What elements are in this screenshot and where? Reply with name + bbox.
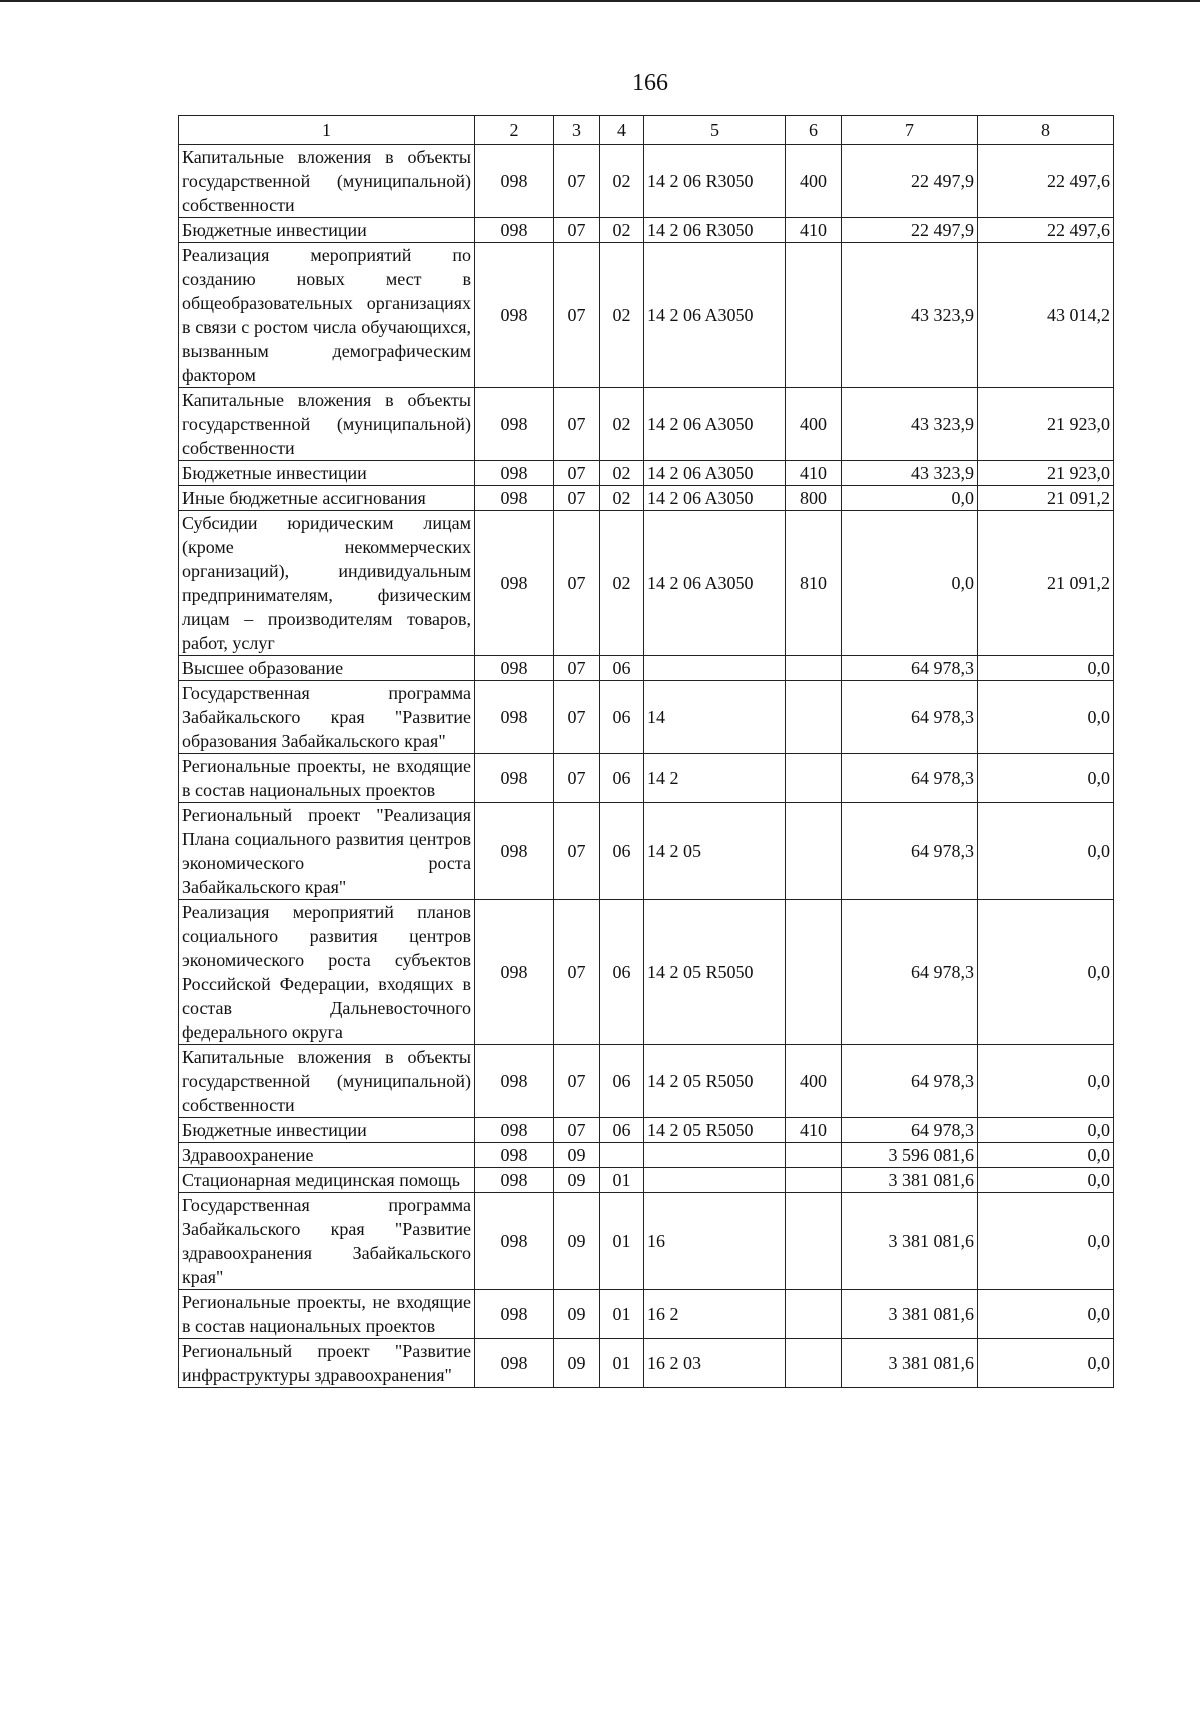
target-article-cell: 14 2 05 bbox=[644, 803, 786, 900]
section-code-cell: 07 bbox=[554, 243, 600, 388]
expense-type-cell: 410 bbox=[786, 461, 842, 486]
section-code-cell: 07 bbox=[554, 461, 600, 486]
section-code-cell: 07 bbox=[554, 1045, 600, 1118]
amount-planned-cell: 3 381 081,6 bbox=[842, 1168, 978, 1193]
subsection-code-cell: 02 bbox=[600, 388, 644, 461]
amount-executed-cell: 22 497,6 bbox=[978, 218, 1114, 243]
ministry-code-cell: 098 bbox=[475, 803, 554, 900]
subsection-code-cell: 02 bbox=[600, 511, 644, 656]
subsection-code-cell: 01 bbox=[600, 1290, 644, 1339]
ministry-code-cell: 098 bbox=[475, 656, 554, 681]
amount-planned-cell: 64 978,3 bbox=[842, 656, 978, 681]
section-code-cell: 07 bbox=[554, 1118, 600, 1143]
ministry-code-cell: 098 bbox=[475, 486, 554, 511]
table-body bbox=[179, 145, 1114, 1388]
amount-planned-cell: 64 978,3 bbox=[842, 1118, 978, 1143]
target-article-cell: 14 2 06 R3050 bbox=[644, 145, 786, 218]
amount-planned-cell: 43 323,9 bbox=[842, 461, 978, 486]
subsection-code-cell: 06 bbox=[600, 1118, 644, 1143]
subsection-code-cell: 01 bbox=[600, 1168, 644, 1193]
amount-executed-cell: 43 014,2 bbox=[978, 243, 1114, 388]
target-article-cell: 14 bbox=[644, 681, 786, 754]
expense-type-cell bbox=[786, 754, 842, 803]
row-name-cell: Здравоохранение bbox=[179, 1143, 475, 1168]
amount-planned-cell: 22 497,9 bbox=[842, 218, 978, 243]
row-name-cell: Субсидии юридическим лицам (кроме некоммерческих организаций), индивидуальным предпринимателям, физическим лицам – производителям товаров, работ, услуг bbox=[179, 511, 475, 656]
ministry-code-cell: 098 bbox=[475, 1339, 554, 1388]
subsection-code-cell: 02 bbox=[600, 461, 644, 486]
amount-planned-cell: 43 323,9 bbox=[842, 243, 978, 388]
expense-type-cell: 400 bbox=[786, 388, 842, 461]
expense-type-cell bbox=[786, 1339, 842, 1388]
target-article-cell: 14 2 06 R3050 bbox=[644, 218, 786, 243]
amount-planned-cell: 64 978,3 bbox=[842, 754, 978, 803]
ministry-code-cell: 098 bbox=[475, 1168, 554, 1193]
ministry-code-cell: 098 bbox=[475, 681, 554, 754]
table-row bbox=[179, 511, 1114, 656]
page-number: 166 bbox=[632, 70, 668, 96]
section-code-cell: 09 bbox=[554, 1193, 600, 1290]
table-row bbox=[179, 243, 1114, 388]
header-col-1: 1 bbox=[179, 116, 475, 145]
table-row bbox=[179, 1339, 1114, 1388]
subsection-code-cell: 06 bbox=[600, 1045, 644, 1118]
expense-type-cell bbox=[786, 656, 842, 681]
amount-executed-cell: 21 923,0 bbox=[978, 461, 1114, 486]
table-row bbox=[179, 803, 1114, 900]
ministry-code-cell: 098 bbox=[475, 1193, 554, 1290]
ministry-code-cell: 098 bbox=[475, 511, 554, 656]
section-code-cell: 07 bbox=[554, 145, 600, 218]
table-row bbox=[179, 388, 1114, 461]
expense-type-cell bbox=[786, 1143, 842, 1168]
subsection-code-cell: 06 bbox=[600, 803, 644, 900]
header-col-6: 6 bbox=[786, 116, 842, 145]
ministry-code-cell: 098 bbox=[475, 754, 554, 803]
table-row bbox=[179, 1118, 1114, 1143]
section-code-cell: 07 bbox=[554, 388, 600, 461]
expense-type-cell bbox=[786, 681, 842, 754]
table-header bbox=[179, 116, 1114, 145]
amount-planned-cell: 3 381 081,6 bbox=[842, 1193, 978, 1290]
amount-executed-cell: 0,0 bbox=[978, 1339, 1114, 1388]
target-article-cell bbox=[644, 1143, 786, 1168]
table-row bbox=[179, 681, 1114, 754]
row-name-cell: Региональный проект "Реализация Плана социального развития центров экономического роста Забайкальского края" bbox=[179, 803, 475, 900]
amount-planned-cell: 64 978,3 bbox=[842, 900, 978, 1045]
header-col-7: 7 bbox=[842, 116, 978, 145]
table-row bbox=[179, 145, 1114, 218]
subsection-code-cell bbox=[600, 1143, 644, 1168]
subsection-code-cell: 02 bbox=[600, 218, 644, 243]
amount-executed-cell: 21 091,2 bbox=[978, 511, 1114, 656]
row-name-cell: Государственная программа Забайкальского края "Развитие образования Забайкальского края" bbox=[179, 681, 475, 754]
section-code-cell: 07 bbox=[554, 656, 600, 681]
subsection-code-cell: 06 bbox=[600, 656, 644, 681]
header-col-3: 3 bbox=[554, 116, 600, 145]
target-article-cell bbox=[644, 1168, 786, 1193]
expense-type-cell: 400 bbox=[786, 1045, 842, 1118]
target-article-cell: 14 2 06 A3050 bbox=[644, 388, 786, 461]
section-code-cell: 09 bbox=[554, 1339, 600, 1388]
amount-executed-cell: 21 091,2 bbox=[978, 486, 1114, 511]
subsection-code-cell: 06 bbox=[600, 754, 644, 803]
row-name-cell: Стационарная медицинская помощь bbox=[179, 1168, 475, 1193]
amount-executed-cell: 0,0 bbox=[978, 1193, 1114, 1290]
amount-executed-cell: 0,0 bbox=[978, 1143, 1114, 1168]
table-row bbox=[179, 218, 1114, 243]
section-code-cell: 07 bbox=[554, 681, 600, 754]
ministry-code-cell: 098 bbox=[475, 1290, 554, 1339]
amount-planned-cell: 3 381 081,6 bbox=[842, 1339, 978, 1388]
amount-executed-cell: 0,0 bbox=[978, 803, 1114, 900]
section-code-cell: 07 bbox=[554, 900, 600, 1045]
row-name-cell: Капитальные вложения в объекты государственной (муниципальной) собственности bbox=[179, 388, 475, 461]
table-row bbox=[179, 486, 1114, 511]
target-article-cell: 16 2 03 bbox=[644, 1339, 786, 1388]
ministry-code-cell: 098 bbox=[475, 461, 554, 486]
row-name-cell: Бюджетные инвестиции bbox=[179, 461, 475, 486]
amount-planned-cell: 64 978,3 bbox=[842, 681, 978, 754]
page-top-edge bbox=[0, 0, 1200, 2]
expense-type-cell: 810 bbox=[786, 511, 842, 656]
table-row bbox=[179, 1290, 1114, 1339]
target-article-cell: 14 2 06 A3050 bbox=[644, 461, 786, 486]
ministry-code-cell: 098 bbox=[475, 1118, 554, 1143]
amount-planned-cell: 64 978,3 bbox=[842, 1045, 978, 1118]
target-article-cell: 16 bbox=[644, 1193, 786, 1290]
target-article-cell: 14 2 06 A3050 bbox=[644, 243, 786, 388]
amount-executed-cell: 0,0 bbox=[978, 1168, 1114, 1193]
section-code-cell: 09 bbox=[554, 1168, 600, 1193]
header-row bbox=[179, 116, 1114, 145]
section-code-cell: 07 bbox=[554, 754, 600, 803]
target-article-cell: 14 2 05 R5050 bbox=[644, 1118, 786, 1143]
amount-planned-cell: 22 497,9 bbox=[842, 145, 978, 218]
row-name-cell: Высшее образование bbox=[179, 656, 475, 681]
subsection-code-cell: 06 bbox=[600, 681, 644, 754]
table-row bbox=[179, 1168, 1114, 1193]
row-name-cell: Иные бюджетные ассигнования bbox=[179, 486, 475, 511]
header-col-4: 4 bbox=[600, 116, 644, 145]
row-name-cell: Реализация мероприятий по созданию новых мест в общеобразовательных организациях в связи с ростом числа обучающихся, вызванным демографическим фактором bbox=[179, 243, 475, 388]
amount-executed-cell: 0,0 bbox=[978, 1290, 1114, 1339]
subsection-code-cell: 02 bbox=[600, 243, 644, 388]
target-article-cell bbox=[644, 656, 786, 681]
target-article-cell: 14 2 bbox=[644, 754, 786, 803]
subsection-code-cell: 01 bbox=[600, 1193, 644, 1290]
expense-type-cell bbox=[786, 803, 842, 900]
table-row bbox=[179, 1045, 1114, 1118]
row-name-cell: Региональный проект "Развитие инфраструктуры здравоохранения" bbox=[179, 1339, 475, 1388]
subsection-code-cell: 02 bbox=[600, 486, 644, 511]
ministry-code-cell: 098 bbox=[475, 388, 554, 461]
amount-planned-cell: 64 978,3 bbox=[842, 803, 978, 900]
ministry-code-cell: 098 bbox=[475, 1045, 554, 1118]
target-article-cell: 14 2 06 A3050 bbox=[644, 486, 786, 511]
row-name-cell: Капитальные вложения в объекты государственной (муниципальной) собственности bbox=[179, 145, 475, 218]
expense-type-cell: 410 bbox=[786, 1118, 842, 1143]
amount-planned-cell: 0,0 bbox=[842, 486, 978, 511]
subsection-code-cell: 06 bbox=[600, 900, 644, 1045]
ministry-code-cell: 098 bbox=[475, 900, 554, 1045]
amount-executed-cell: 0,0 bbox=[978, 900, 1114, 1045]
ministry-code-cell: 098 bbox=[475, 1143, 554, 1168]
table-row bbox=[179, 1143, 1114, 1168]
amount-planned-cell: 0,0 bbox=[842, 511, 978, 656]
table-row bbox=[179, 754, 1114, 803]
header-col-5: 5 bbox=[644, 116, 786, 145]
section-code-cell: 07 bbox=[554, 511, 600, 656]
section-code-cell: 09 bbox=[554, 1290, 600, 1339]
header-col-8: 8 bbox=[978, 116, 1114, 145]
expense-type-cell: 410 bbox=[786, 218, 842, 243]
amount-executed-cell: 0,0 bbox=[978, 656, 1114, 681]
budget-table bbox=[178, 115, 1114, 1388]
header-col-2: 2 bbox=[475, 116, 554, 145]
expense-type-cell bbox=[786, 1290, 842, 1339]
section-code-cell: 07 bbox=[554, 218, 600, 243]
expense-type-cell: 800 bbox=[786, 486, 842, 511]
ministry-code-cell: 098 bbox=[475, 145, 554, 218]
target-article-cell: 14 2 06 A3050 bbox=[644, 511, 786, 656]
amount-executed-cell: 0,0 bbox=[978, 1118, 1114, 1143]
expense-type-cell bbox=[786, 243, 842, 388]
table-row bbox=[179, 1193, 1114, 1290]
target-article-cell: 14 2 05 R5050 bbox=[644, 900, 786, 1045]
table-row bbox=[179, 461, 1114, 486]
row-name-cell: Региональные проекты, не входящие в состав национальных проектов bbox=[179, 754, 475, 803]
row-name-cell: Государственная программа Забайкальского края "Развитие здравоохранения Забайкальского края" bbox=[179, 1193, 475, 1290]
amount-executed-cell: 0,0 bbox=[978, 754, 1114, 803]
expense-type-cell bbox=[786, 1168, 842, 1193]
table-row bbox=[179, 900, 1114, 1045]
table-row bbox=[179, 656, 1114, 681]
amount-executed-cell: 21 923,0 bbox=[978, 388, 1114, 461]
amount-planned-cell: 3 381 081,6 bbox=[842, 1290, 978, 1339]
row-name-cell: Капитальные вложения в объекты государственной (муниципальной) собственности bbox=[179, 1045, 475, 1118]
amount-executed-cell: 22 497,6 bbox=[978, 145, 1114, 218]
target-article-cell: 14 2 05 R5050 bbox=[644, 1045, 786, 1118]
row-name-cell: Региональные проекты, не входящие в состав национальных проектов bbox=[179, 1290, 475, 1339]
subsection-code-cell: 02 bbox=[600, 145, 644, 218]
amount-planned-cell: 3 596 081,6 bbox=[842, 1143, 978, 1168]
row-name-cell: Бюджетные инвестиции bbox=[179, 218, 475, 243]
target-article-cell: 16 2 bbox=[644, 1290, 786, 1339]
section-code-cell: 09 bbox=[554, 1143, 600, 1168]
section-code-cell: 07 bbox=[554, 803, 600, 900]
amount-executed-cell: 0,0 bbox=[978, 1045, 1114, 1118]
amount-planned-cell: 43 323,9 bbox=[842, 388, 978, 461]
section-code-cell: 07 bbox=[554, 486, 600, 511]
row-name-cell: Бюджетные инвестиции bbox=[179, 1118, 475, 1143]
row-name-cell: Реализация мероприятий планов социального развития центров экономического роста субъектов Российской Федерации, входящих в состав Дальневосточного федерального округа bbox=[179, 900, 475, 1045]
expense-type-cell bbox=[786, 900, 842, 1045]
expense-type-cell bbox=[786, 1193, 842, 1290]
ministry-code-cell: 098 bbox=[475, 243, 554, 388]
expense-type-cell: 400 bbox=[786, 145, 842, 218]
ministry-code-cell: 098 bbox=[475, 218, 554, 243]
subsection-code-cell: 01 bbox=[600, 1339, 644, 1388]
amount-executed-cell: 0,0 bbox=[978, 681, 1114, 754]
